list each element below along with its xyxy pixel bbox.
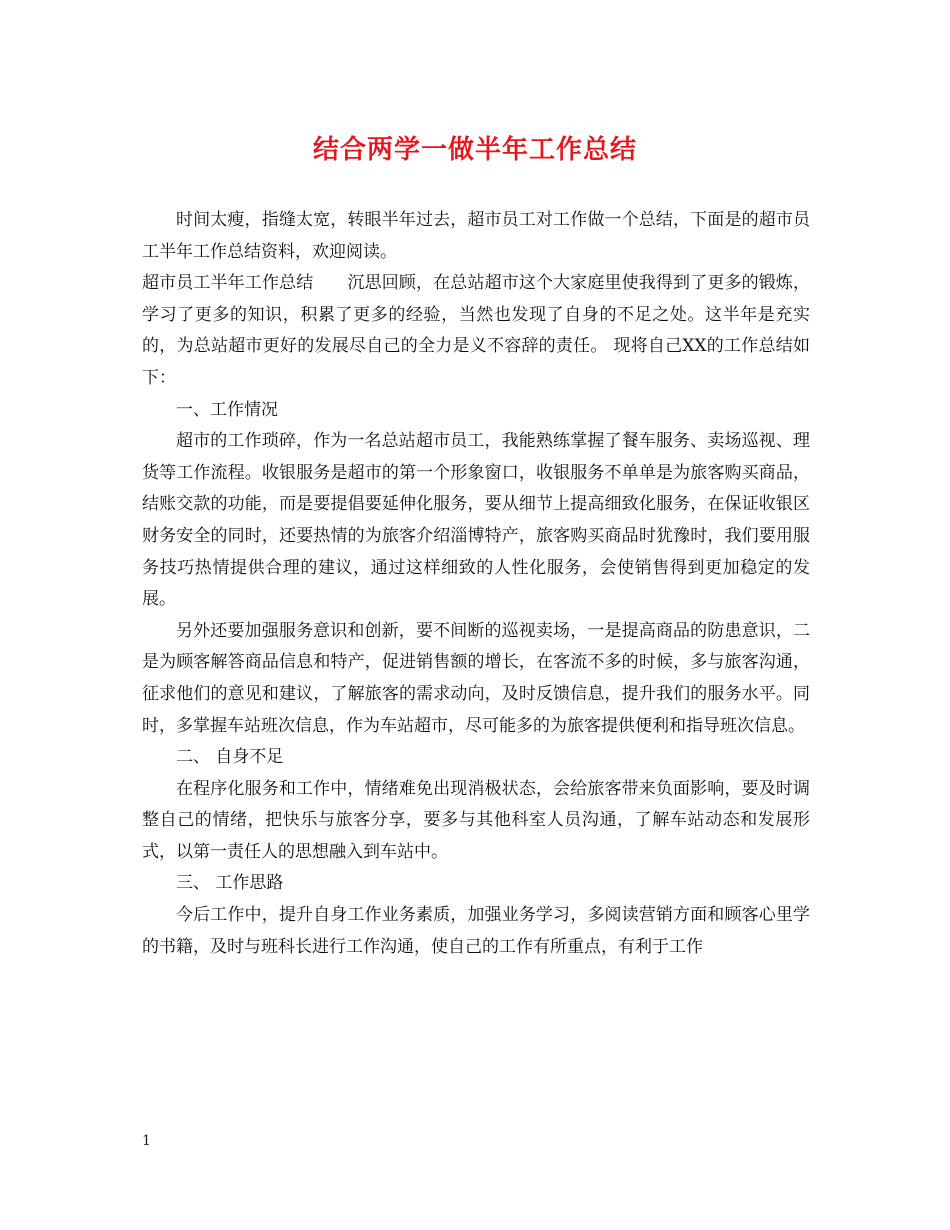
subtitle-label: 超市员工半年工作总结 xyxy=(142,273,314,294)
section-1-paragraph-1: 超市的工作琐碎，作为一名总站超市员工，我能熟练掌握了餐车服务、卖场巡视、理货等工作流程。收银服务是超市的第一个形象窗口，收银服务不单单是为旅客购买商品，结账交款的功能，而是要提倡要延伸化服务，要从细节上提高细致化服务，在保证收银区财务安全的同时，还要热情的为旅客介绍淄博特产，旅客购买商品时犹豫时，我们要用服务技巧热情提供合理的建议，通过这样细致的人性化服务，会使销售得到更加稳定的发展。 xyxy=(142,431,810,610)
subtitle-text: 沉思回顾，在总站超市这个大家庭里使我得到了更多的锻炼，学习了更多的知识，积累了更多的经验，当然也发现了自身的不足之处。这半年是充实的，为总站超市更好的发展尽自己的全力是义不容辞的责任。 现将自己XX的工作总结如下： xyxy=(142,273,811,388)
intro-paragraph: 时间太瘦，指缝太宽，转眼半年过去，超市员工对工作做一个总结，下面是的超市员工半年工作总结资料，欢迎阅读。 xyxy=(142,210,810,262)
section-heading-2: 二、 自身不足 xyxy=(176,747,284,768)
section-1-paragraph-2: 另外还要加强服务意识和创新，要不间断的巡视卖场，一是提高商品的防患意识，二是为顾客解答商品信息和特产，促进销售额的增长，在客流不多的时候，多与旅客沟通，征求他们的意见和建议，了解旅客的需求动向，及时反馈信息，提升我们的服务水平。同时，多掌握车站班次信息，作为车站超市，尽可能多的为旅客提供便利和指导班次信息。 xyxy=(142,620,810,736)
section-heading-3: 三、 工作思路 xyxy=(176,873,284,894)
section-3-paragraph-1: 今后工作中，提升自身工作业务素质，加强业务学习，多阅读营销方面和顾客心里学的书籍，及时与班科长进行工作沟通，使自己的工作有所重点，有利于工作 xyxy=(142,905,810,957)
section-2-paragraph-1: 在程序化服务和工作中，情绪难免出现消极状态，会给旅客带来负面影响，要及时调整自己的情绪，把快乐与旅客分享，要多与其他科室人员沟通，了解车站动态和发展形式，以第一责任人的思想融入到车站中。 xyxy=(142,778,810,862)
document-title: 结合两学一做半年工作总结 xyxy=(312,135,637,165)
subtitle-paragraph xyxy=(142,268,810,394)
document-body xyxy=(142,205,810,963)
section-heading-1: 一、工作情况 xyxy=(176,399,278,420)
page-number: 1 xyxy=(142,1133,151,1149)
